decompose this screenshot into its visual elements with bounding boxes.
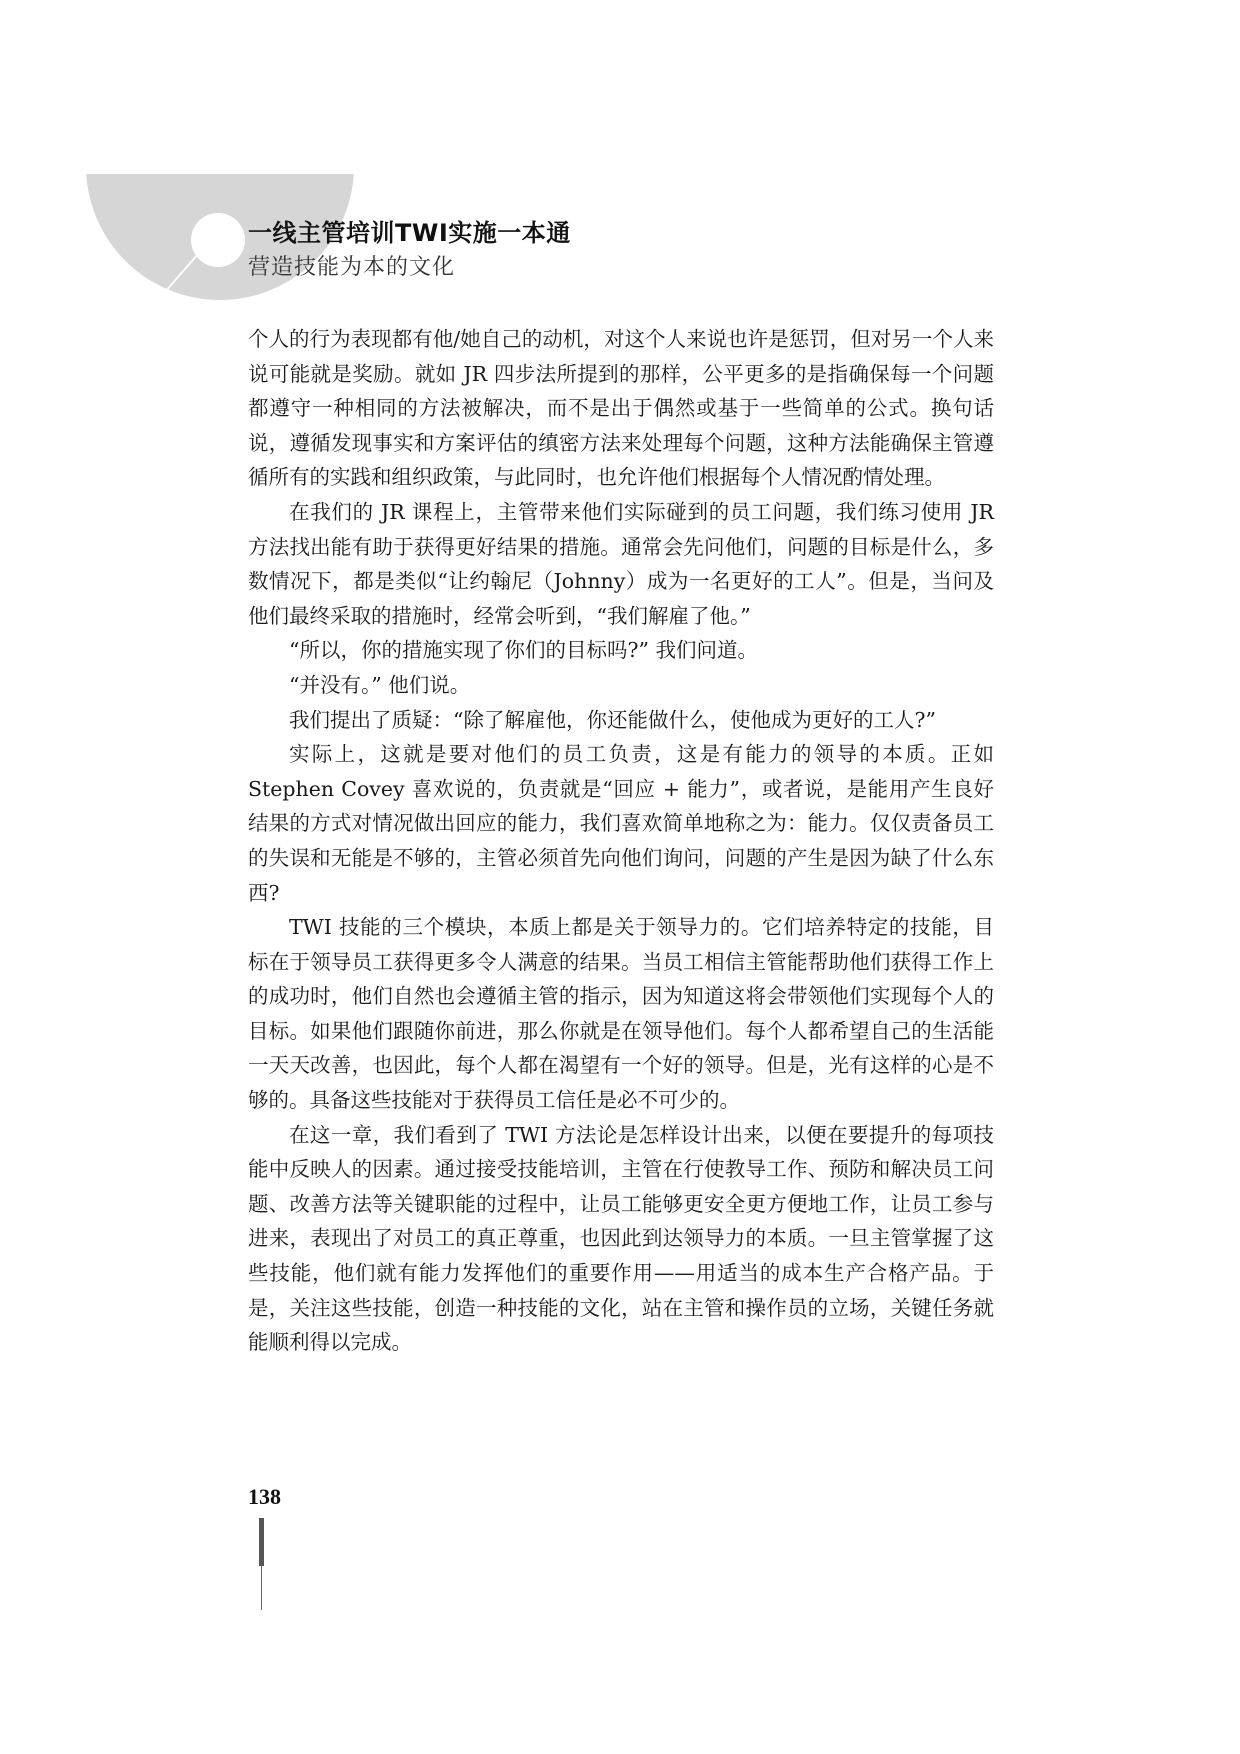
body-text bbox=[248, 322, 994, 1360]
page-marker-bar bbox=[259, 1518, 264, 1566]
paragraph: 我们提出了质疑：“除了解雇他，你还能做什么，使他成为更好的工人?” bbox=[289, 707, 936, 732]
paragraph: “所以，你的措施实现了你们的目标吗?” 我们问道。 bbox=[289, 638, 758, 663]
page-marker-line bbox=[261, 1566, 262, 1610]
paragraph: 在我们的 JR 课程上，主管带来他们实际碰到的员工问题，我们练习使用 JR 方法找出能有助于获得更好结果的措施。通常会先问他们，问题的目标是什么，多数情况下，都是类似“让约翰尼（Johnny）成为一名更好的工人”。但是，当问及他们最终采取的措施时，经常会听到，“我们解雇了他。” bbox=[248, 499, 994, 628]
paragraph: “并没有。” 他们说。 bbox=[289, 672, 471, 697]
page-number: 138 bbox=[248, 1484, 281, 1509]
paragraph: 在这一章，我们看到了 TWI 方法论是怎样设计出来，以便在要提升的每项技能中反映人的因素。通过接受技能培训，主管在行使教导工作、预防和解决员工问题、改善方法等关键职能的过程中，让员工能够更安全更方便地工作，让员工参与进来，表现出了对员工的真正尊重，也因此到达领导力的本质。一旦主管掌握了这些技能，他们就有能力发挥他们的重要作用——用适当的成本生产合格产品。于是，关注这些技能，创造一种技能的文化，站在主管和操作员的立场，关键任务就能顺利得以完成。 bbox=[248, 1122, 994, 1355]
chapter-title: 营造技能为本的文化 bbox=[248, 255, 456, 280]
book-title: 一线主管培训TWI实施一本通 bbox=[248, 219, 571, 247]
header-dot-shape bbox=[191, 213, 245, 267]
header-decoration bbox=[0, 0, 1240, 320]
paragraph: 实际上，这就是要对他们的员工负责，这是有能力的领导的本质。正如 Stephen Covey 喜欢说的，负责就是“回应 + 能力”，或者说，是能用产生良好结果的方式对情况做出回应的能力，我们喜欢简单地称之为：能力。仅仅责备员工的失误和无能是不够的，主管必须首先向他们询问，问题的产生是因为缺了什么东西? bbox=[248, 742, 994, 905]
paragraph: 个人的行为表现都有他/她自己的动机，对这个人来说也许是惩罚，但对另一个人来说可能就是奖励。就如 JR 四步法所提到的那样，公平更多的是指确保每一个问题都遵守一种相同的方法被解决，而不是出于偶然或基于一些简单的公式。换句话说，遵循发现事实和方案评估的缜密方法来处理每个问题，这种方法能确保主管遵循所有的实践和组织政策，与此同时，也允许他们根据每个人情况酌情处理。 bbox=[248, 327, 994, 490]
paragraph: TWI 技能的三个模块，本质上都是关于领导力的。它们培养特定的技能，目标在于领导员工获得更多令人满意的结果。当员工相信主管能帮助他们获得工作上的成功时，他们自然也会遵循主管的指示，因为知道这将会带领他们实现每个人的目标。如果他们跟随你前进，那么你就是在领导他们。每个人都希望自己的生活能一天天改善，也因此，每个人都在渴望有一个好的领导。但是，光有这样的心是不够的。具备这些技能对于获得员工信任是必不可少的。 bbox=[248, 915, 994, 1113]
